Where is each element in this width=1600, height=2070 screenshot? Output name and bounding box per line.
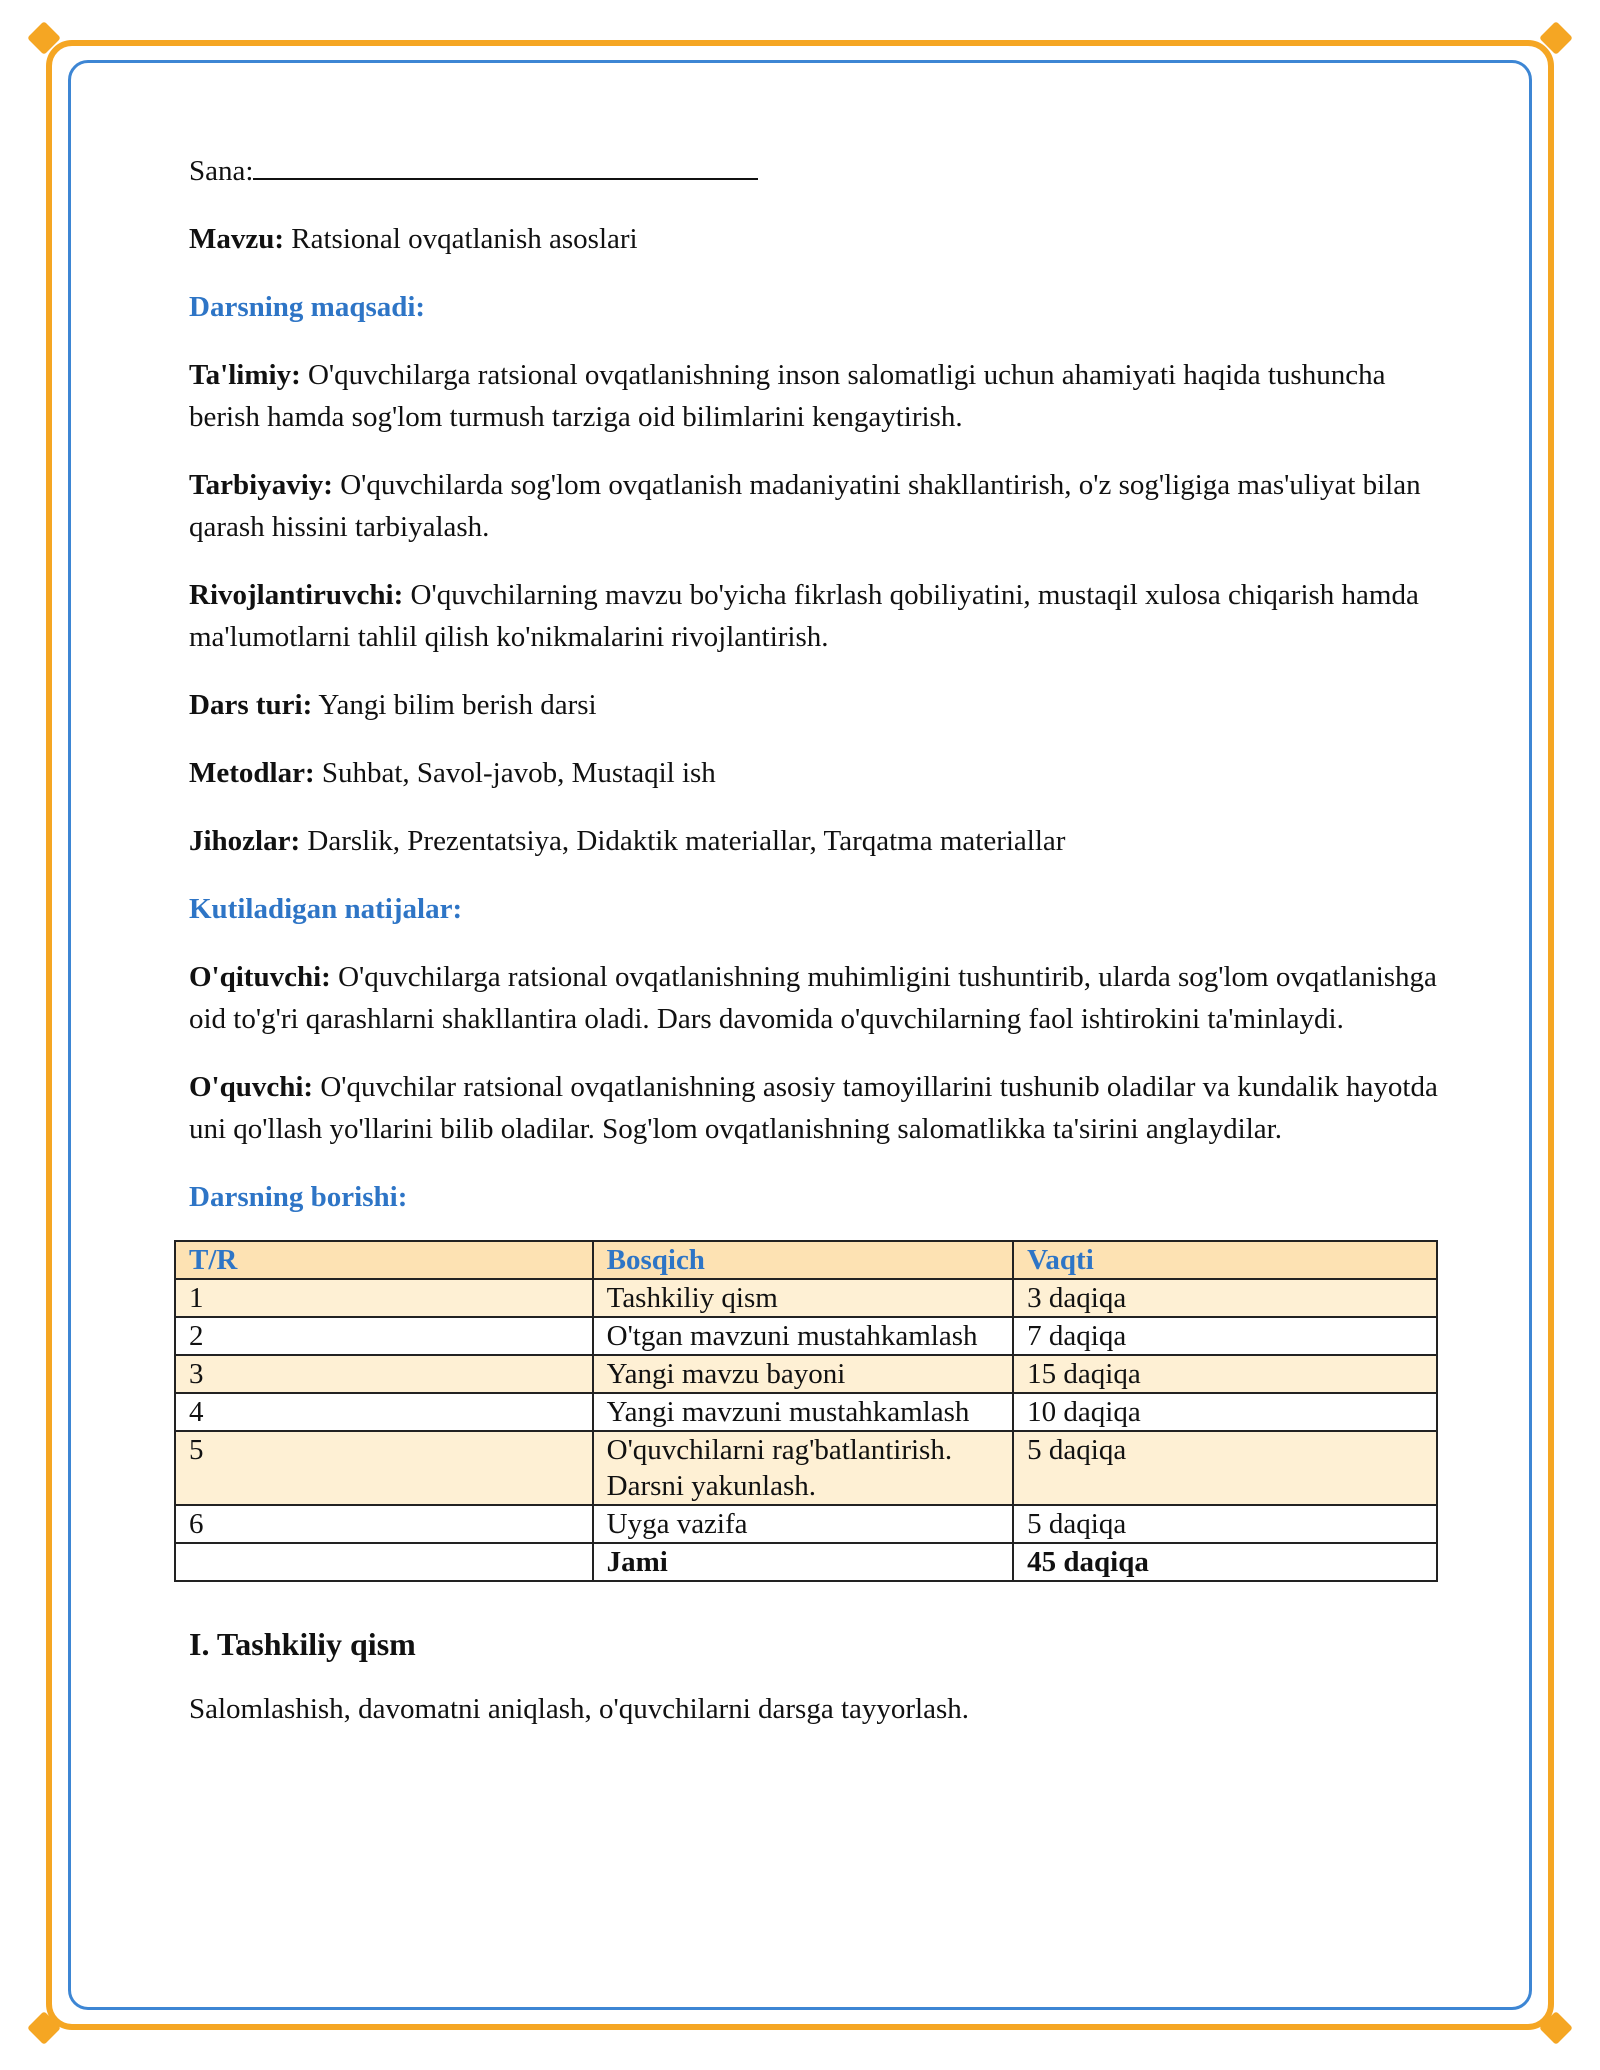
table-cell: Yangi mavzu bayoni: [593, 1355, 1014, 1393]
goal-text: O'quvchilarning mavzu bo'yicha fikrlash qobiliyatini, mustaqil xulosa chiqarish hamda ma'lumotlarni tahlil qilish ko'nikmalarini rivojlantirish.: [189, 579, 1419, 653]
table-row: [175, 1393, 1437, 1431]
table-cell: 7 daqiqa: [1013, 1317, 1437, 1355]
table-total-row: [175, 1543, 1437, 1581]
table-header-cell: Bosqich: [593, 1241, 1014, 1279]
info-label: Dars turi:: [189, 689, 313, 721]
goal-upbringing: [189, 464, 1449, 548]
result-text: O'quvchilar ratsional ovqatlanishning asosiy tamoyillarini tushunib oladilar va kundalik hayotda uni qo'llash yo'llarini bilib oladilar. Sog'lom ovqatlanishning salomatlikka ta'sirini anglaydilar.: [189, 1071, 1438, 1145]
table-cell: [175, 1543, 593, 1581]
lesson-type: [189, 684, 1449, 726]
table-cell: 2: [175, 1317, 593, 1355]
goal-label: Rivojlantiruvchi:: [189, 579, 404, 611]
table-total-label: Jami: [593, 1543, 1014, 1581]
table-cell: Yangi mavzuni mustahkamlash: [593, 1393, 1014, 1431]
topic-label: Mavzu:: [189, 223, 285, 255]
results-heading: Kutiladigan natijalar:: [189, 893, 463, 925]
equipment: [189, 820, 1449, 862]
section-title: I. Tashkiliy qism: [189, 1626, 416, 1662]
info-text: Yangi bilim berish darsi: [318, 689, 597, 721]
table-header-cell: T/R: [175, 1241, 593, 1279]
table-header-cell: Vaqti: [1013, 1241, 1437, 1279]
table-row: [175, 1431, 1437, 1505]
goal-label: Ta'limiy:: [189, 359, 301, 391]
section-text: Salomlashish, davomatni aniqlash, o'quvchilarni darsga tayyorlash.: [189, 1693, 970, 1725]
table-cell: 15 daqiqa: [1013, 1355, 1437, 1393]
table-cell: 10 daqiqa: [1013, 1393, 1437, 1431]
table-cell: 1: [175, 1279, 593, 1317]
table-cell: 5 daqiqa: [1013, 1505, 1437, 1543]
topic-value: Ratsional ovqatlanish asoslari: [291, 223, 638, 255]
goal-label: Tarbiyaviy:: [189, 469, 333, 501]
result-teacher: [189, 956, 1449, 1040]
table-cell: O'tgan mavzuni mustahkamlash: [593, 1317, 1014, 1355]
procedure-heading: Darsning borishi:: [189, 1181, 408, 1213]
document-body: [189, 148, 1449, 1756]
methods: [189, 752, 1449, 794]
goals-heading: Darsning maqsadi:: [189, 291, 426, 323]
table-row: [175, 1279, 1437, 1317]
table-cell: Tashkiliy qism: [593, 1279, 1014, 1317]
table-cell: Uyga vazifa: [593, 1505, 1014, 1543]
result-label: O'qituvchi:: [189, 961, 331, 993]
goal-text: O'quvchilarda sog'lom ovqatlanish madaniyatini shakllantirish, o'z sog'ligiga mas'uliyat bilan qarash hissini tarbiyalash.: [189, 469, 1421, 543]
goal-text: O'quvchilarga ratsional ovqatlanishning inson salomatligi uchun ahamiyati haqida tushuncha berish hamda sog'lom turmush tarziga oid bilimlarini kengaytirish.: [189, 359, 1386, 433]
date-line: [189, 148, 1449, 192]
table-row: [175, 1317, 1437, 1355]
info-text: Darslik, Prezentatsiya, Didaktik materiallar, Tarqatma materiallar: [307, 825, 1066, 857]
info-label: Jihozlar:: [189, 825, 301, 857]
table-cell: 5 daqiqa: [1013, 1431, 1437, 1505]
table-row: [175, 1355, 1437, 1393]
info-text: Suhbat, Savol-javob, Mustaqil ish: [321, 757, 716, 789]
date-label: Sana:: [189, 155, 254, 187]
goal-developmental: [189, 574, 1449, 658]
result-label: O'quvchi:: [189, 1071, 314, 1103]
goal-educational: [189, 354, 1449, 438]
result-text: O'quvchilarga ratsional ovqatlanishning muhimligini tushuntirib, ularda sog'lom ovqatlanishga oid to'g'ri qarashlarni shakllantira oladi. Dars davomida o'quvchilarning faol ishtirokini ta'minlaydi.: [189, 961, 1437, 1035]
date-blank-line: [253, 148, 758, 180]
table-cell: 4: [175, 1393, 593, 1431]
table-row: [175, 1505, 1437, 1543]
table-cell: 6: [175, 1505, 593, 1543]
table-header-row: [175, 1241, 1437, 1279]
result-student: [189, 1066, 1449, 1150]
topic-line: [189, 218, 1449, 260]
info-label: Metodlar:: [189, 757, 315, 789]
table-total-value: 45 daqiqa: [1013, 1543, 1437, 1581]
lesson-plan-table: [174, 1240, 1438, 1582]
table-cell: 5: [175, 1431, 593, 1505]
table-cell: 3 daqiqa: [1013, 1279, 1437, 1317]
table-cell: 3: [175, 1355, 593, 1393]
table-cell: O'quvchilarni rag'batlantirish. Darsni yakunlash.: [593, 1431, 1014, 1505]
